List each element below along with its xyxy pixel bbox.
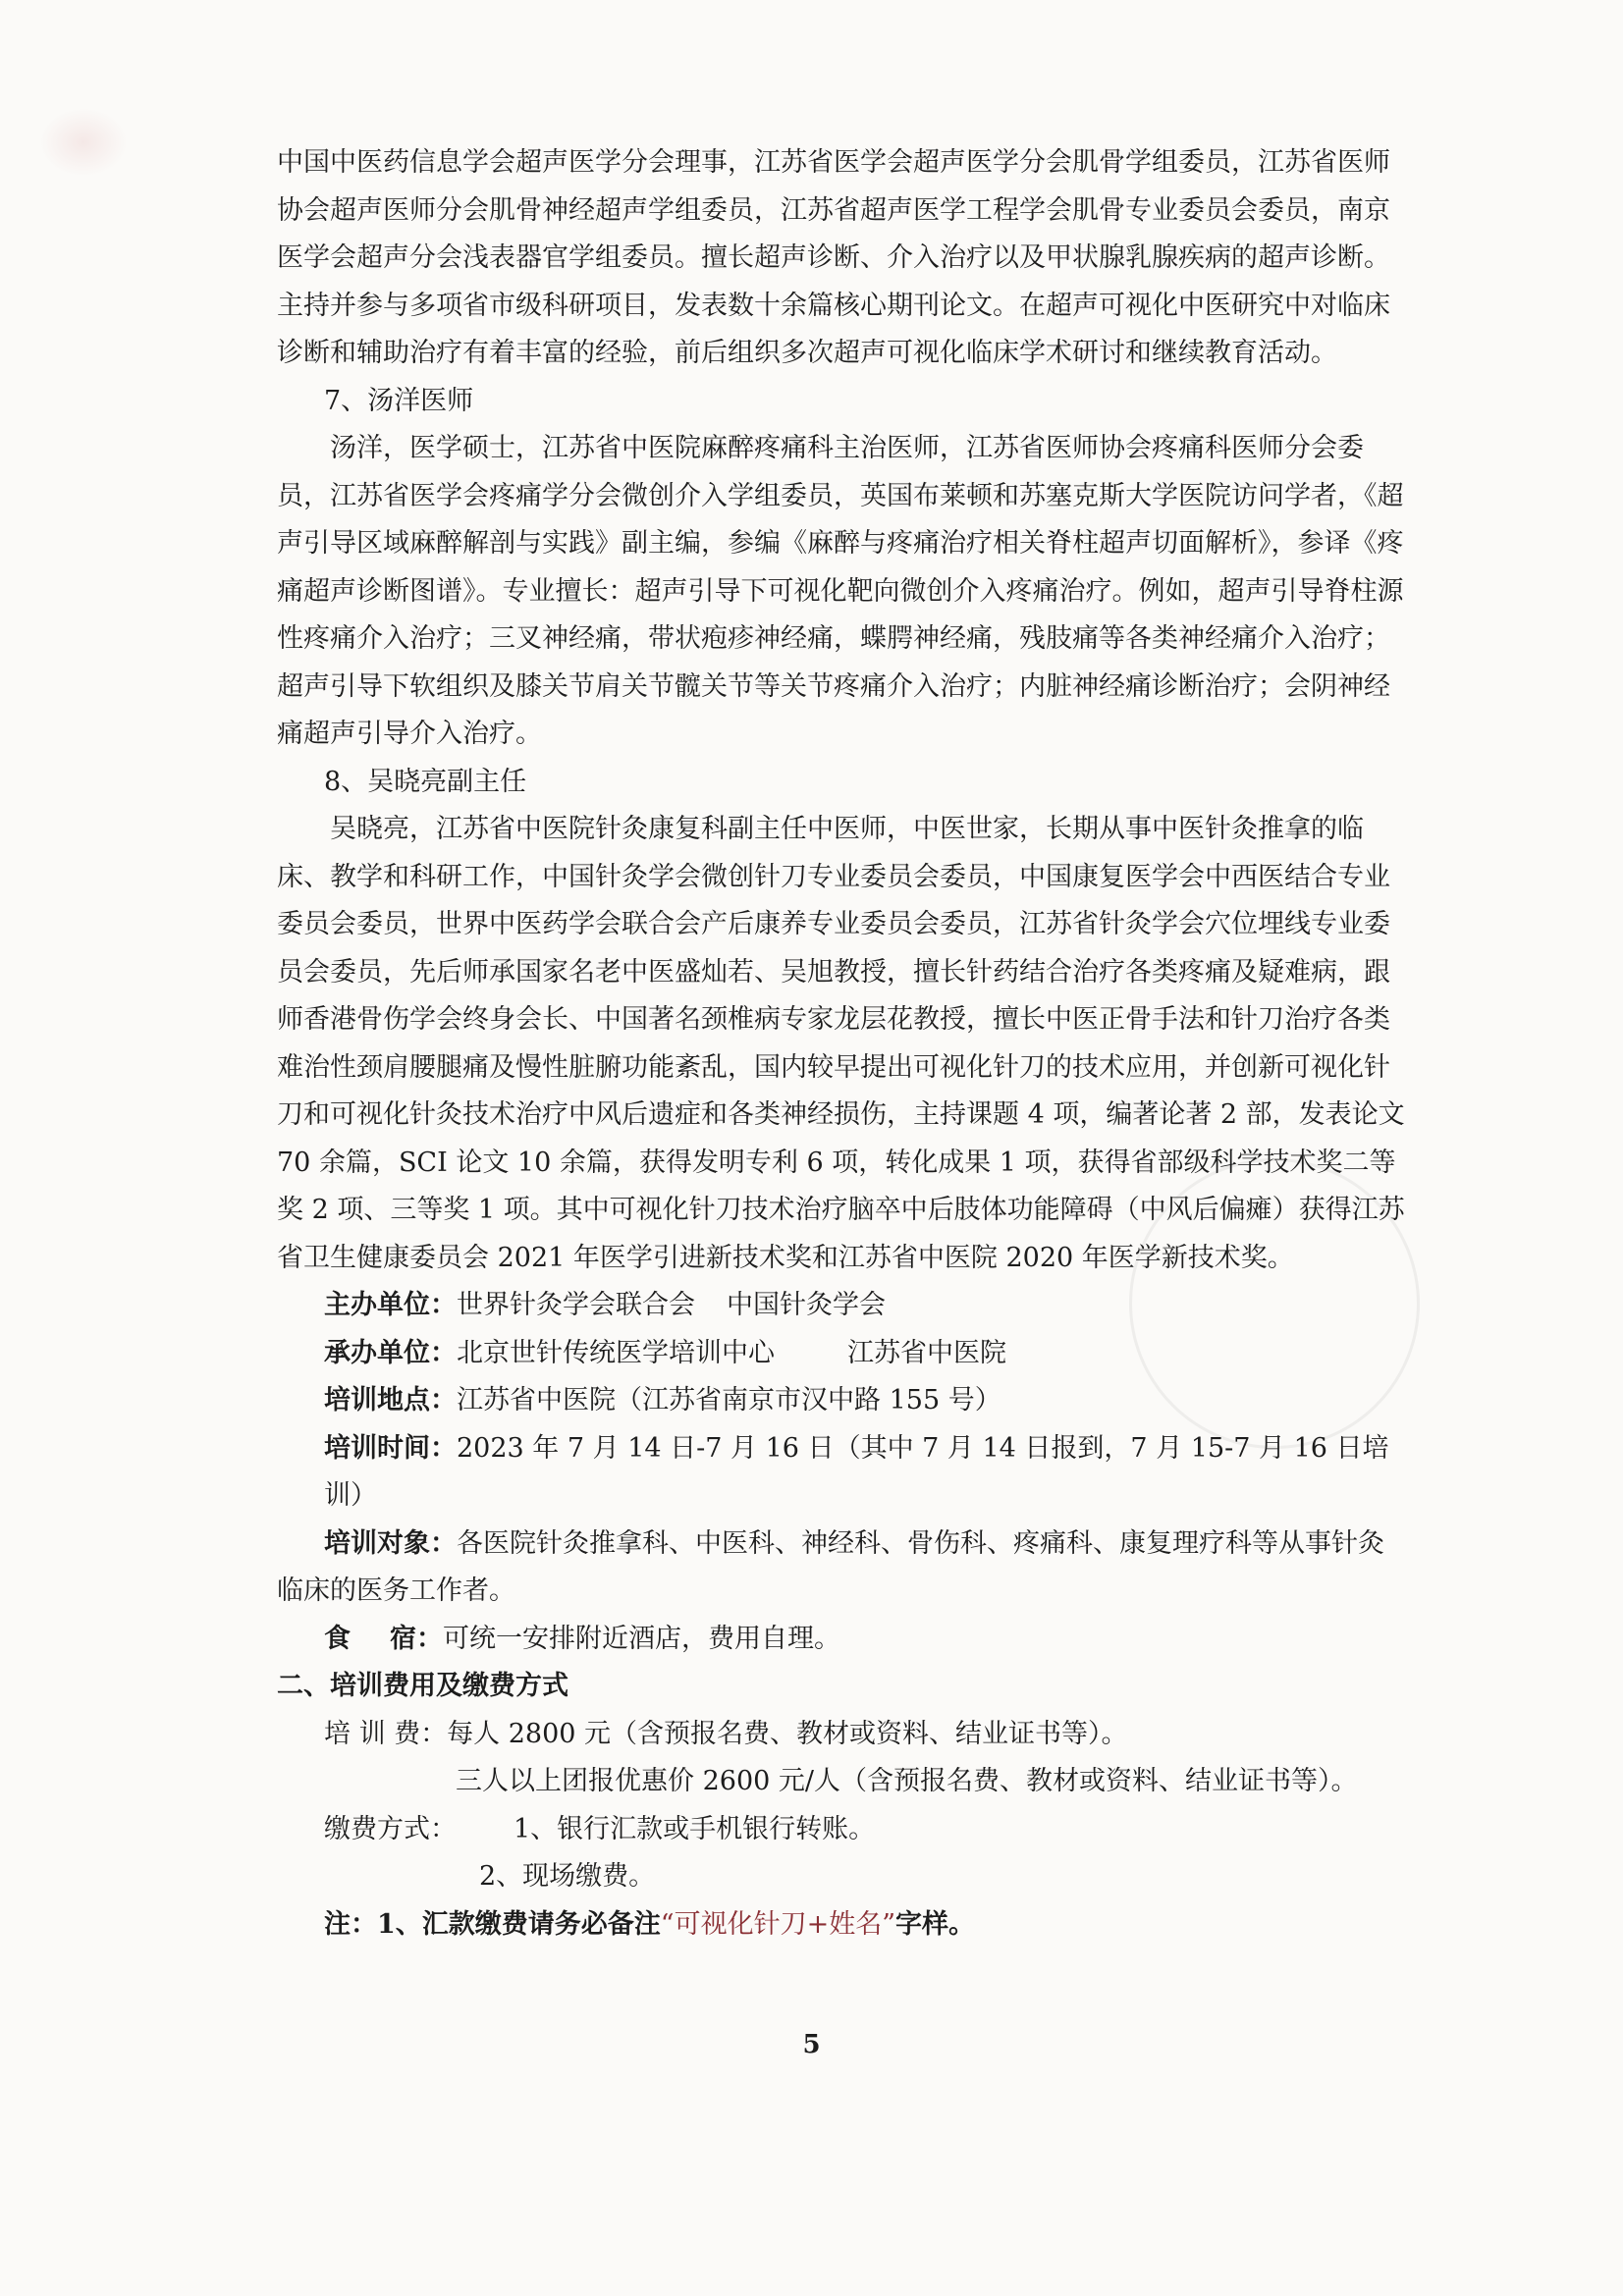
lodging-line	[277, 1616, 1406, 1664]
note-highlight: “可视化针刀+姓名”	[660, 1908, 896, 1940]
organizer-line	[277, 1330, 1406, 1378]
sponsor-label: 主办单位：	[324, 1290, 457, 1320]
heading-doctor-7: 7、汤洋医师	[324, 385, 474, 416]
venue-label: 培训地点：	[324, 1385, 457, 1415]
bio-paragraph-7: 汤洋，医学硕士，江苏省中医院麻醉疼痛科主治医师，江苏省医师协会疼痛科医师分会委员，江苏省医学会疼痛学分会微创介入学组委员，英国布莱顿和苏塞克斯大学医院访问学者，《超声引导区域麻醉解剖与实践》副主编，参编《麻醉与疼痛治疗相关脊柱超声切面解析》，参译《疼痛超声诊断图谱》。专业擅长：超声引导下可视化靶向微创介入疼痛治疗。例如，超声引导脊柱源性疼痛介入治疗；三叉神经痛，带状疱疹神经痛，蝶腭神经痛，残肢痛等各类神经痛介入治疗；超声引导下软组织及膝关节肩关节髋关节等关节疼痛介入治疗；内脏神经痛诊断治疗；会阴神经痛超声引导介入治疗。	[277, 433, 1404, 749]
audience-label: 培训对象：	[324, 1527, 457, 1559]
time-value: 2023 年 7 月 14 日-7 月 16 日（其中 7 月 14 日报到，7 月 15-7 月 16 日培训）	[324, 1432, 1389, 1511]
fee-value-1: 每人 2800 元（含预报名费、教材或资料、结业证书等）。	[447, 1718, 1128, 1749]
sponsor-b: 中国针灸学会	[727, 1290, 886, 1320]
organizer-a: 北京世针传统医学培训中心	[457, 1337, 775, 1368]
venue-value: 江苏省中医院（江苏省南京市汉中路 155 号）	[457, 1385, 1001, 1415]
organizer-label: 承办单位：	[324, 1337, 457, 1368]
red-ink-mark	[39, 108, 128, 177]
venue-line	[277, 1377, 1406, 1425]
section-heading-fees: 二、培训费用及缴费方式	[277, 1671, 568, 1701]
time-label: 培训时间：	[324, 1432, 457, 1464]
fee-line-1	[277, 1711, 1406, 1759]
lodging-label-a: 食	[324, 1623, 351, 1654]
page-body	[277, 139, 1406, 1949]
time-line	[277, 1425, 1406, 1521]
lodging-label-b: 宿：	[390, 1623, 443, 1654]
fee-label: 培 训 费：	[324, 1718, 448, 1749]
note-line	[277, 1901, 1406, 1949]
page-number: 5	[802, 2030, 821, 2059]
fee-line-2: 三人以上团报优惠价 2600 元/人（含预报名费、教材或资料、结业证书等）。	[456, 1766, 1358, 1796]
sponsor-line	[277, 1282, 1406, 1330]
audience-line	[277, 1521, 1406, 1616]
note-prefix: 注：1、汇款缴费请务必备注	[324, 1908, 661, 1940]
bio-paragraph-continued: 中国中医药信息学会超声医学分会理事，江苏省医学会超声医学分会肌骨学组委员，江苏省医师协会超声医师分会肌骨神经超声学组委员，江苏省超声医学工程学会肌骨专业委员会委员，南京医学会超声分会浅表器官学组委员。擅长超声诊断、介入治疗以及甲状腺乳腺疾病的超声诊断。主持并参与多项省市级科研项目，发表数十余篇核心期刊论文。在超声可视化中医研究中对临床诊断和辅助治疗有着丰富的经验，前后组织多次超声可视化临床学术研讨和继续教育活动。	[277, 147, 1390, 368]
payment-line-2: 2、现场缴费。	[479, 1861, 656, 1892]
payment-line-1	[277, 1806, 1406, 1854]
lodging-value: 可统一安排附近酒店，费用自理。	[443, 1623, 840, 1654]
note-suffix: 字样。	[895, 1908, 976, 1940]
organizer-b: 江苏省中医院	[847, 1337, 1006, 1368]
sponsor-a: 世界针灸学会联合会	[457, 1290, 695, 1320]
payment-method-1: 1、银行汇款或手机银行转账。	[514, 1813, 876, 1844]
payment-label: 缴费方式：	[324, 1813, 457, 1844]
audience-value: 各医院针灸推拿科、中医科、神经科、骨伤科、疼痛科、康复理疗科等从事针灸临床的医务工作者。	[277, 1527, 1384, 1606]
heading-doctor-8: 8、吴晓亮副主任	[324, 766, 527, 797]
bio-paragraph-8: 吴晓亮，江苏省中医院针灸康复科副主任中医师，中医世家，长期从事中医针灸推拿的临床、教学和科研工作，中国针灸学会微创针刀专业委员会委员，中国康复医学会中西医结合专业委员会委员，世界中医药学会联合会产后康养专业委员会委员，江苏省针灸学会穴位埋线专业委员会委员，先后师承国家名老中医盛灿若、吴旭教授，擅长针药结合治疗各类疼痛及疑难病，跟师香港骨伤学会终身会长、中国著名颈椎病专家龙层花教授，擅长中医正骨手法和针刀治疗各类难治性颈肩腰腿痛及慢性脏腑功能紊乱，国内较早提出可视化针刀的技术应用，并创新可视化针刀和可视化针灸技术治疗中风后遗症和各类神经损伤，主持课题 4 项，编著论著 2 部，发表论文 70 余篇，SCI 论文 10 余篇，获得发明专利 6 项，转化成果 1 项，获得省部级科学技术奖二等奖 2 项、三等奖 1 项。其中可视化针刀技术治疗脑卒中后肢体功能障碍（中风后偏瘫）获得江苏省卫生健康委员会 2021 年医学引进新技术奖和江苏省中医院 2020 年医学新技术奖。	[277, 814, 1405, 1273]
